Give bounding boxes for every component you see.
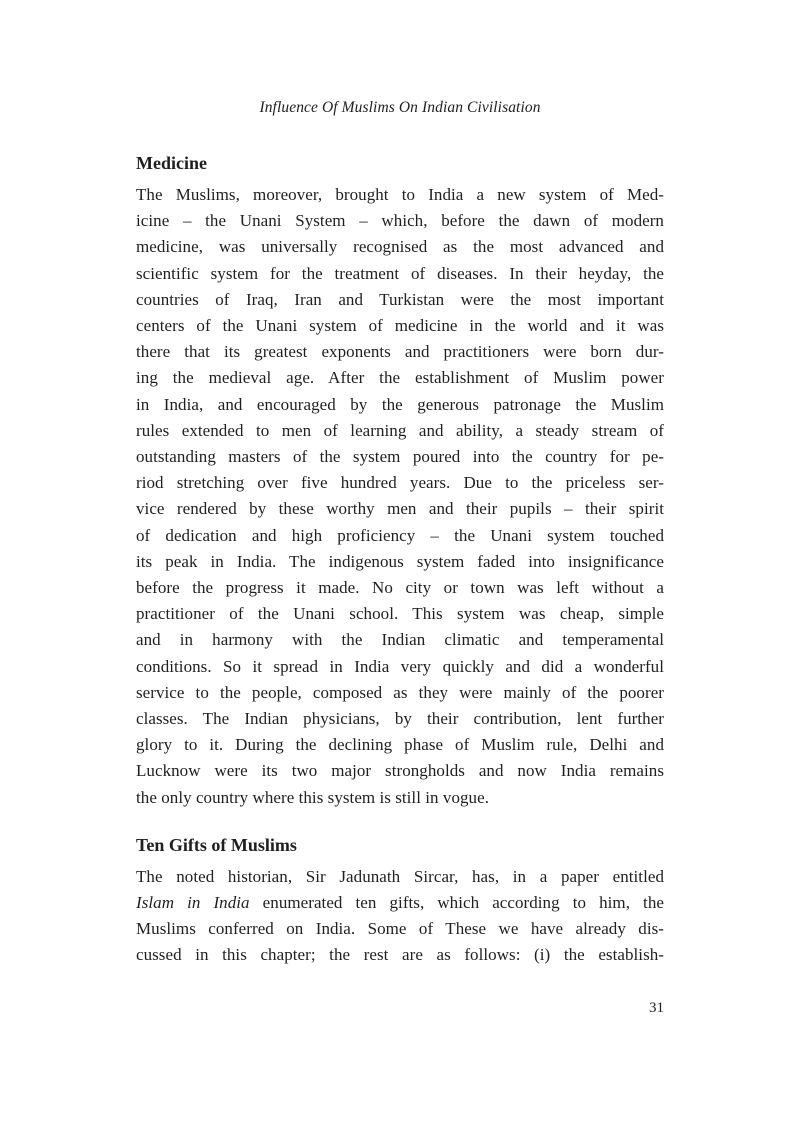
page-content: [136, 150, 664, 969]
text-line: and in harmony with the Indian climatic and temperamental: [136, 630, 664, 650]
text-line: countries of Iraq, Iran and Turkistan were the most important: [136, 289, 664, 309]
text-line: icine – the Unani System – which, before the dawn of modern: [136, 211, 664, 231]
text-line: of dedication and high proficiency – the Unani system touched: [136, 525, 664, 545]
paragraph-ten-gifts: [136, 864, 664, 969]
text-line: glory to it. During the declining phase of Muslim rule, Delhi and: [136, 735, 664, 755]
text-line: vice rendered by these worthy men and their pupils – their spirit: [136, 499, 664, 519]
text-line: The noted historian, Sir Jadunath Sircar, has, in a paper entitled: [136, 866, 664, 886]
text-segment: enumerated ten gifts, which according to him, the: [249, 893, 664, 913]
running-header: Influence Of Muslims On Indian Civilisation: [259, 99, 541, 116]
text-line: scientific system for the treatment of diseases. In their heyday, the: [136, 263, 664, 283]
page-number: 31: [649, 1000, 664, 1016]
text-line: centers of the Unani system of medicine in the world and it was: [136, 316, 664, 336]
text-line: its peak in India. The indigenous system faded into insignificance: [136, 551, 664, 571]
text-line: cussed in this chapter; the rest are as follows: (i) the establish-: [136, 945, 664, 965]
text-line: medicine, was universally recognised as the most advanced and: [136, 237, 664, 257]
section-heading-medicine: Medicine: [136, 153, 207, 173]
text-line: outstanding masters of the system poured into the country for pe-: [136, 447, 664, 467]
text-line: [136, 890, 664, 916]
text-line: there that its greatest exponents and practitioners were born dur-: [136, 342, 664, 362]
text-line: Lucknow were its two major strongholds and now India remains: [136, 761, 664, 781]
text-line: before the progress it made. No city or town was left without a: [136, 578, 664, 598]
text-line: in India, and encouraged by the generous patronage the Muslim: [136, 394, 664, 414]
text-line: The Muslims, moreover, brought to India a new system of Med-: [136, 185, 664, 204]
section-heading-ten-gifts: Ten Gifts of Muslims: [136, 834, 297, 855]
text-line: service to the people, composed as they were mainly of the poorer: [136, 682, 664, 702]
text-line: ing the medieval age. After the establishment of Muslim power: [136, 368, 664, 388]
text-line: practitioner of the Unani school. This system was cheap, simple: [136, 604, 664, 624]
text-line: riod stretching over five hundred years. Due to the priceless ser-: [136, 473, 664, 493]
section-ten-gifts: [136, 832, 664, 969]
text-line: the only country where this system is still in vogue.: [136, 787, 490, 807]
italic-text: Islam in India: [136, 893, 250, 913]
paragraph-medicine: [136, 182, 664, 811]
text-line: classes. The Indian physicians, by their contribution, lent further: [136, 709, 664, 729]
text-line: conditions. So it spread in India very quickly and did a wonderful: [136, 656, 664, 676]
text-line: Muslims conferred on India. Some of These we have already dis-: [136, 919, 664, 939]
text-line: rules extended to men of learning and ability, a steady stream of: [136, 420, 664, 440]
section-medicine: [136, 150, 664, 811]
